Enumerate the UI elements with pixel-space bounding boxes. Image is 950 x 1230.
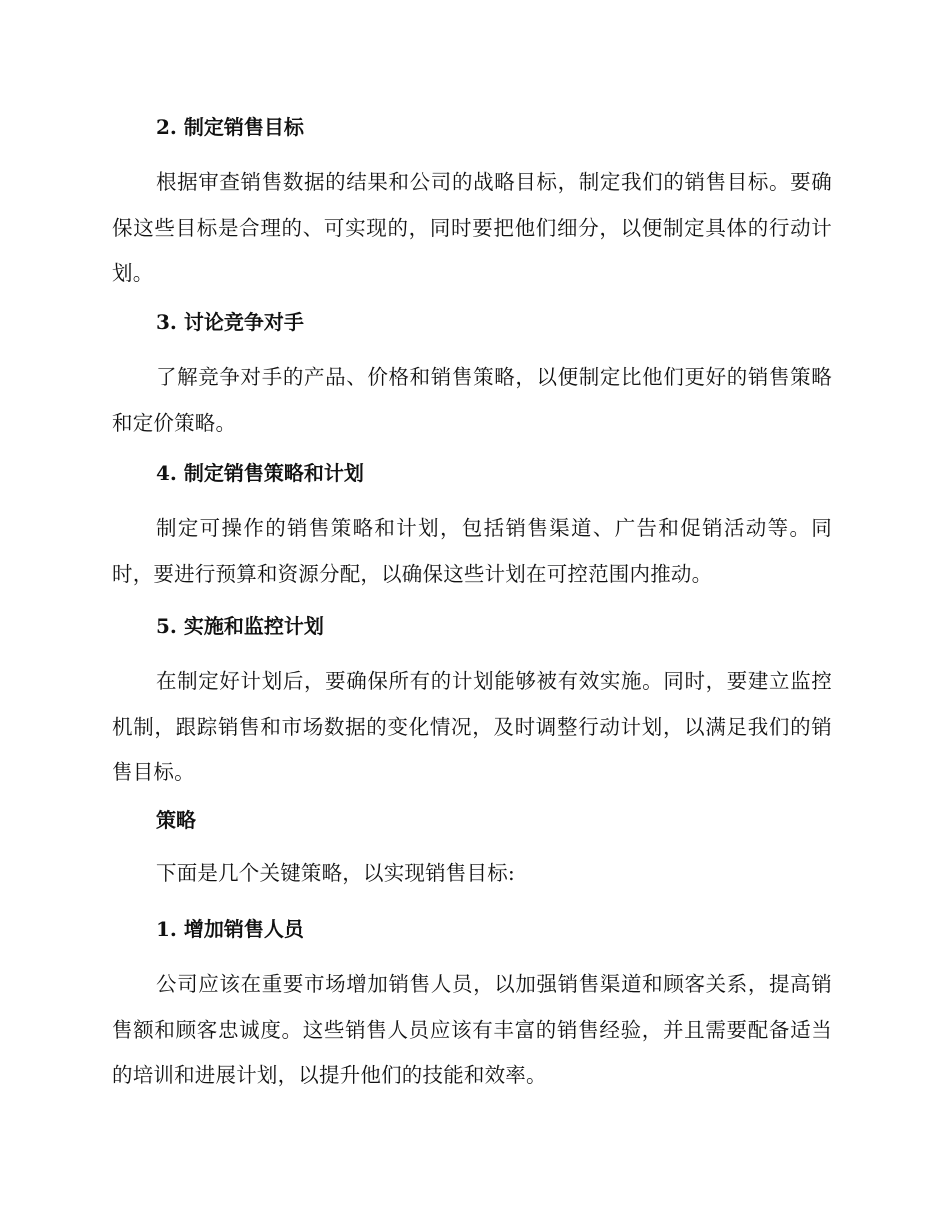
section-body-sales-target: 根据审查销售数据的结果和公司的战略目标，制定我们的销售目标。要确保这些目标是合理的、可实现的，同时要把他们细分，以便制定具体的行动计划。 (112, 170, 832, 285)
section-body-strategy-plan: 制定可操作的销售策略和计划，包括销售渠道、广告和促销活动等。同时，要进行预算和资源分配，以确保这些计划在可控范围内推动。 (112, 516, 832, 586)
section-heading-implement-monitor: 5. 实施和监控计划 (156, 614, 324, 638)
section-heading-strategy: 策略 (156, 808, 196, 832)
section-body-add-sales-staff: 公司应该在重要市场增加销售人员，以加强销售渠道和顾客关系，提高销售额和顾客忠诚度。这些销售人员应该有丰富的销售经验，并且需要配备适当的培训和进展计划，以提升他们的技能和效率。 (112, 972, 832, 1087)
section-body-implement-monitor: 在制定好计划后，要确保所有的计划能够被有效实施。同时，要建立监控机制，跟踪销售和市场数据的变化情况，及时调整行动计划，以满足我们的销售目标。 (112, 669, 832, 784)
section-body-competitors: 了解竞争对手的产品、价格和销售策略，以便制定比他们更好的销售策略和定价策略。 (112, 365, 832, 435)
section-heading-competitors: 3. 讨论竞争对手 (156, 310, 304, 334)
section-heading-add-sales-staff: 1. 增加销售人员 (156, 917, 304, 941)
section-heading-strategy-plan: 4. 制定销售策略和计划 (156, 461, 364, 485)
section-body-strategy: 下面是几个关键策略，以实现销售目标: (156, 861, 516, 885)
section-heading-sales-target: 2. 制定销售目标 (156, 115, 304, 139)
